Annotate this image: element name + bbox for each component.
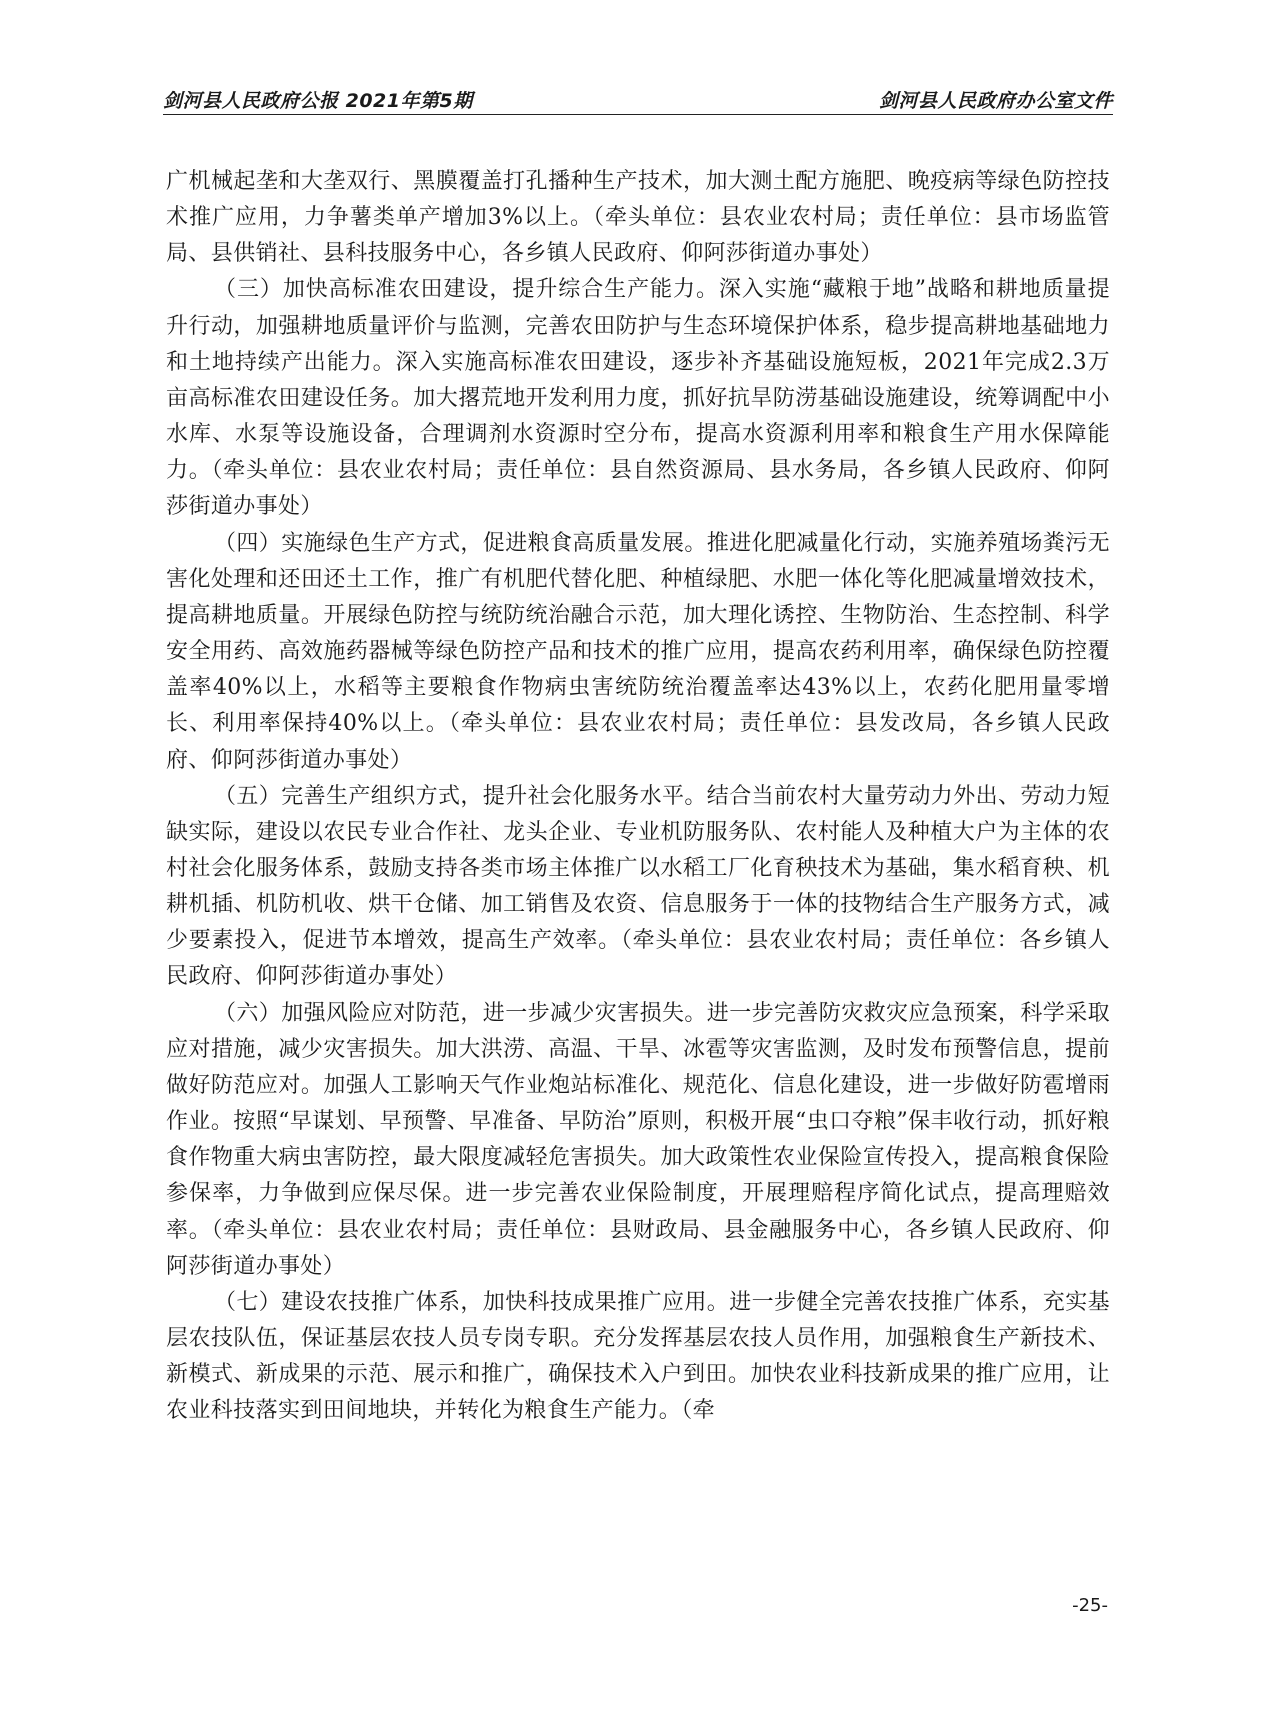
document-body bbox=[166, 164, 1110, 1429]
paragraph-section-7: （七）建设农技推广体系，加快科技成果推广应用。进一步健全完善农技推广体系，充实基层农技队伍，保证基层农技人员专岗专职。充分发挥基层农技人员作用，加强粮食生产新技术、新模式、新成果的示范、展示和推广，确保技术入户到田。加快农业科技新成果的推广应用，让农业科技落实到田间地块，并转化为粮食生产能力。（牵 bbox=[166, 1289, 1111, 1424]
header-divider bbox=[163, 114, 1113, 115]
paragraph-section-5: （五）完善生产组织方式，提升社会化服务水平。结合当前农村大量劳动力外出、劳动力短缺实际，建设以农民专业合作社、龙头企业、专业机防服务队、农村能人及种植大户为主体的农村社会化服务体系，鼓励支持各类市场主体推广以水稻工厂化育秧技术为基础，集水稻育秧、机耕机插、机防机收、烘干仓储、加工销售及农资、信息服务于一体的技物结合生产服务方式，减少要素投入，促进节本增效，提高生产效率。（牵头单位：县农业农村局；责任单位：各乡镇人民政府、仰阿莎街道办事处） bbox=[166, 783, 1111, 990]
page-number: -25- bbox=[1072, 1595, 1108, 1616]
running-header bbox=[163, 80, 1113, 114]
paragraph-continued: 广机械起垄和大垄双行、黑膜覆盖打孔播种生产技术，加大测土配方施肥、晚疫病等绿色防控技术推广应用，力争薯类单产增加3%以上。（牵头单位：县农业农村局；责任单位：县市场监管局、县供销社、县科技服务中心，各乡镇人民政府、仰阿莎街道办事处） bbox=[166, 169, 1110, 267]
paragraph-section-4: （四）实施绿色生产方式，促进粮食高质量发展。推进化肥减量化行动，实施养殖场粪污无害化处理和还田还土工作，推广有机肥代替化肥、种植绿肥、水肥一体化等化肥减量增效技术，提高耕地质量。开展绿色防控与统防统治融合示范，加大理化诱控、生物防治、生态控制、科学安全用药、高效施药器械等绿色防控产品和技术的推广应用，提高农药利用率，确保绿色防控覆盖率40%以上，水稻等主要粮食作物病虫害统防统治覆盖率达43%以上，农药化肥用量零增长、利用率保持40%以上。（牵头单位：县农业农村局；责任单位：县发改局，各乡镇人民政府、仰阿莎街道办事处） bbox=[166, 530, 1111, 773]
header-issuer: 剑河县人民政府办公室文件 bbox=[878, 90, 1113, 112]
paragraph-section-6: （六）加强风险应对防范，进一步减少灾害损失。进一步完善防灾救灾应急预案，科学采取应对措施，减少灾害损失。加大洪涝、高温、干旱、冰雹等灾害监测，及时发布预警信息，提前做好防范应对。加强人工影响天气作业炮站标准化、规范化、信息化建设，进一步做好防雹增雨作业。按照“早谋划、早预警、早准备、早防治”原则，积极开展“虫口夺粮”保丰收行动，抓好粮食作物重大病虫害防控，最大限度减轻危害损失。加大政策性农业保险宣传投入，提高粮食保险参保率，力争做到应保尽保。进一步完善农业保险制度，开展理赔程序简化试点，提高理赔效率。（牵头单位：县农业农村局；责任单位：县财政局、县金融服务中心，各乡镇人民政府、仰阿莎街道办事处） bbox=[166, 1000, 1111, 1279]
paragraph-section-3: （三）加快高标准农田建设，提升综合生产能力。深入实施“藏粮于地”战略和耕地质量提升行动，加强耕地质量评价与监测，完善农田防护与生态环境保护体系，稳步提高耕地基础地力和土地持续产出能力。深入实施高标准农田建设，逐步补齐基础设施短板，2021年完成2.3万亩高标准农田建设任务。加大撂荒地开发利用力度，抓好抗旱防涝基础设施建设，统筹调配中小水库、水泵等设施设备，合理调剂水资源时空分布，提高水资源利用率和粮食生产用水保障能力。（牵头单位：县农业农村局；责任单位：县自然资源局、县水务局，各乡镇人民政府、仰阿莎街道办事处） bbox=[166, 277, 1110, 520]
header-publication-title: 剑河县人民政府公报 2021年第5期 bbox=[163, 90, 473, 112]
